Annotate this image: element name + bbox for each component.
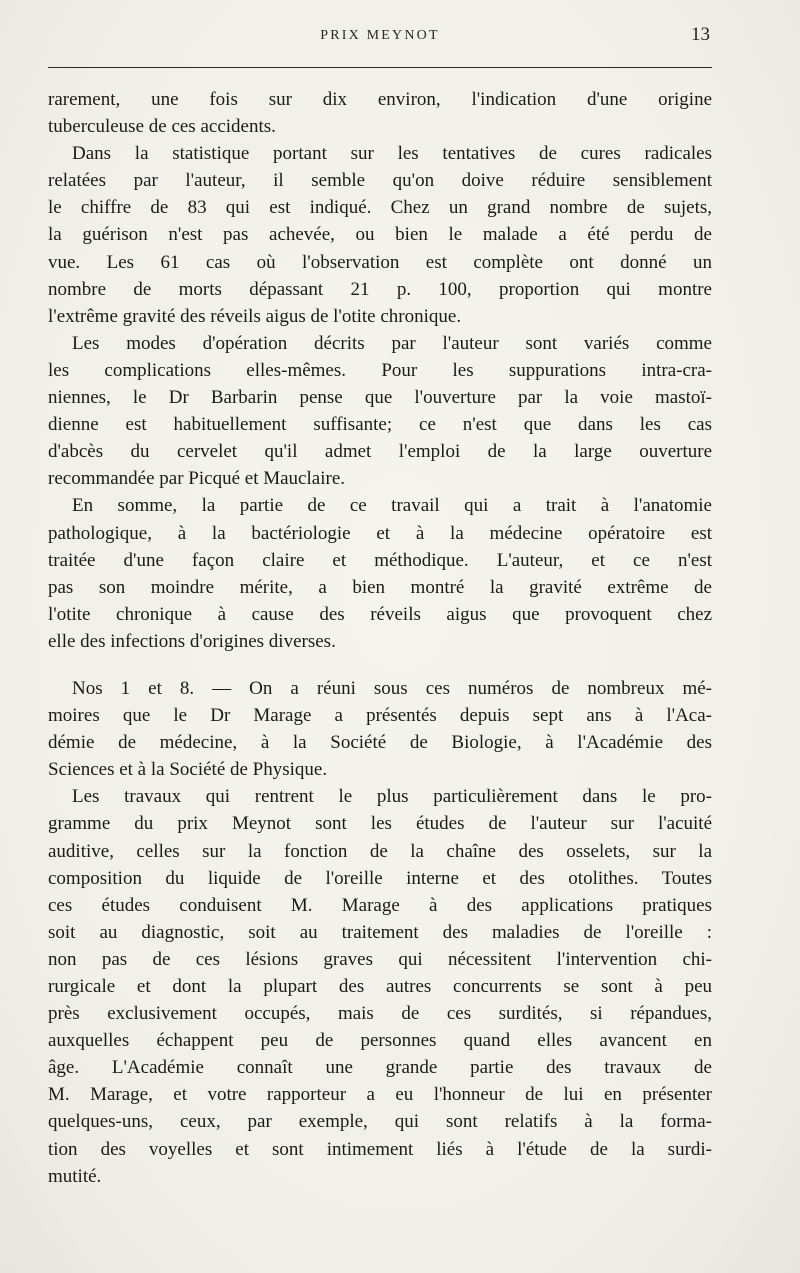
text-line: pas son moindre mérite, a bien montré la gravité extrême de (48, 576, 712, 598)
text-line: soit au diagnostic, soit au traitement des maladies de l'oreille : (48, 921, 712, 943)
paragraph (48, 330, 712, 493)
running-header (48, 22, 712, 52)
text-line: le chiffre de 83 qui est indiqué. Chez un grand nombre de sujets, (48, 197, 712, 219)
text-line: l'extrême gravité des réveils aigus de l'otite chronique. (48, 305, 462, 327)
section-spacer (48, 655, 712, 675)
text-line: tion des voyelles et sont intimement liés à l'étude de la surdi- (48, 1138, 712, 1160)
text-line: d'abcès du cervelet qu'il admet l'emploi de la large ouverture (48, 441, 712, 463)
text-line: âge. L'Académie connaît une grande partie des travaux de (48, 1057, 712, 1079)
text-line: traitée d'une façon claire et méthodique. L'auteur, et ce n'est (48, 549, 712, 571)
page-number: 13 (691, 24, 710, 45)
text-line: M. Marage, et votre rapporteur a eu l'honneur de lui en présenter (48, 1084, 712, 1106)
text-line: rarement, une fois sur dix environ, l'indication d'une origine (48, 89, 712, 110)
text-line: mutité. (48, 1165, 102, 1187)
paragraph (48, 140, 712, 330)
text-line: gramme du prix Meynot sont les études de l'auteur sur l'acuité (48, 813, 712, 835)
text-line: ces études conduisent M. Marage à des applications pratiques (48, 894, 712, 916)
text-line: Sciences et à la Société de Physique. (48, 759, 328, 781)
text-line: elle des infections d'origines diverses. (48, 630, 336, 652)
running-title: PRIX MEYNOT (320, 28, 440, 43)
text-line: les complications elles-mêmes. Pour les suppurations intra-cra- (48, 359, 712, 381)
paragraph (48, 86, 712, 140)
text-line: auditive, celles sur la fonction de la chaîne des osselets, sur la (48, 840, 712, 862)
text-line: Les modes d'opération décrits par l'auteur sont variés comme (72, 332, 712, 354)
text-line: Dans la statistique portant sur les tentatives de cures radicales (72, 143, 712, 165)
text-line: niennes, le Dr Barbarin pense que l'ouverture par la voie mastoï- (48, 387, 712, 409)
paragraph (48, 675, 712, 783)
text-line: En somme, la partie de ce travail qui a trait à l'anatomie (72, 495, 712, 517)
text-line: près exclusivement occupés, mais de ces surdités, si répandues, (48, 1003, 712, 1025)
text-line: tuberculeuse de ces accidents. (48, 116, 276, 138)
text-line: l'otite chronique à cause des réveils aigus que provoquent chez (48, 603, 712, 625)
text-line: relatées par l'auteur, il semble qu'on doive réduire sensiblement (48, 170, 712, 192)
text-line: rurgicale et dont la plupart des autres concurrents se sont à peu (48, 976, 712, 997)
text-line: la guérison n'est pas achevée, ou bien le malade a été perdu de (48, 224, 712, 246)
text-line: vue. Les 61 cas où l'observation est complète ont donné un (48, 251, 712, 273)
text-line: quelques-uns, ceux, par exemple, qui sont relatifs à la forma- (48, 1111, 712, 1133)
text-line: Nos 1 et 8. — On a réuni sous ces numéros de nombreux mé- (72, 677, 712, 699)
body-text (48, 86, 712, 1190)
text-line: Les travaux qui rentrent le plus particulièrement dans le pro- (72, 786, 712, 808)
text-line: auxquelles échappent peu de personnes quand elles avancent en (48, 1030, 712, 1052)
text-line: composition du liquide de l'oreille interne et des otolithes. Toutes (48, 867, 712, 889)
text-line: non pas de ces lésions graves qui nécessitent l'intervention chi- (48, 948, 712, 970)
header-rule (48, 67, 712, 68)
text-line: démie de médecine, à la Société de Biologie, à l'Académie des (48, 732, 712, 754)
text-line: pathologique, à la bactériologie et à la médecine opératoire est (48, 522, 712, 544)
text-line: recommandée par Picqué et Mauclaire. (48, 468, 345, 490)
text-line: nombre de morts dépassant 21 p. 100, proportion qui montre (48, 278, 712, 300)
paragraph (48, 783, 712, 1189)
text-line: dienne est habituellement suffisante; ce n'est que dans les cas (48, 414, 712, 436)
text-line: moires que le Dr Marage a présentés depuis sept ans à l'Aca- (48, 705, 712, 727)
paragraph (48, 492, 712, 655)
